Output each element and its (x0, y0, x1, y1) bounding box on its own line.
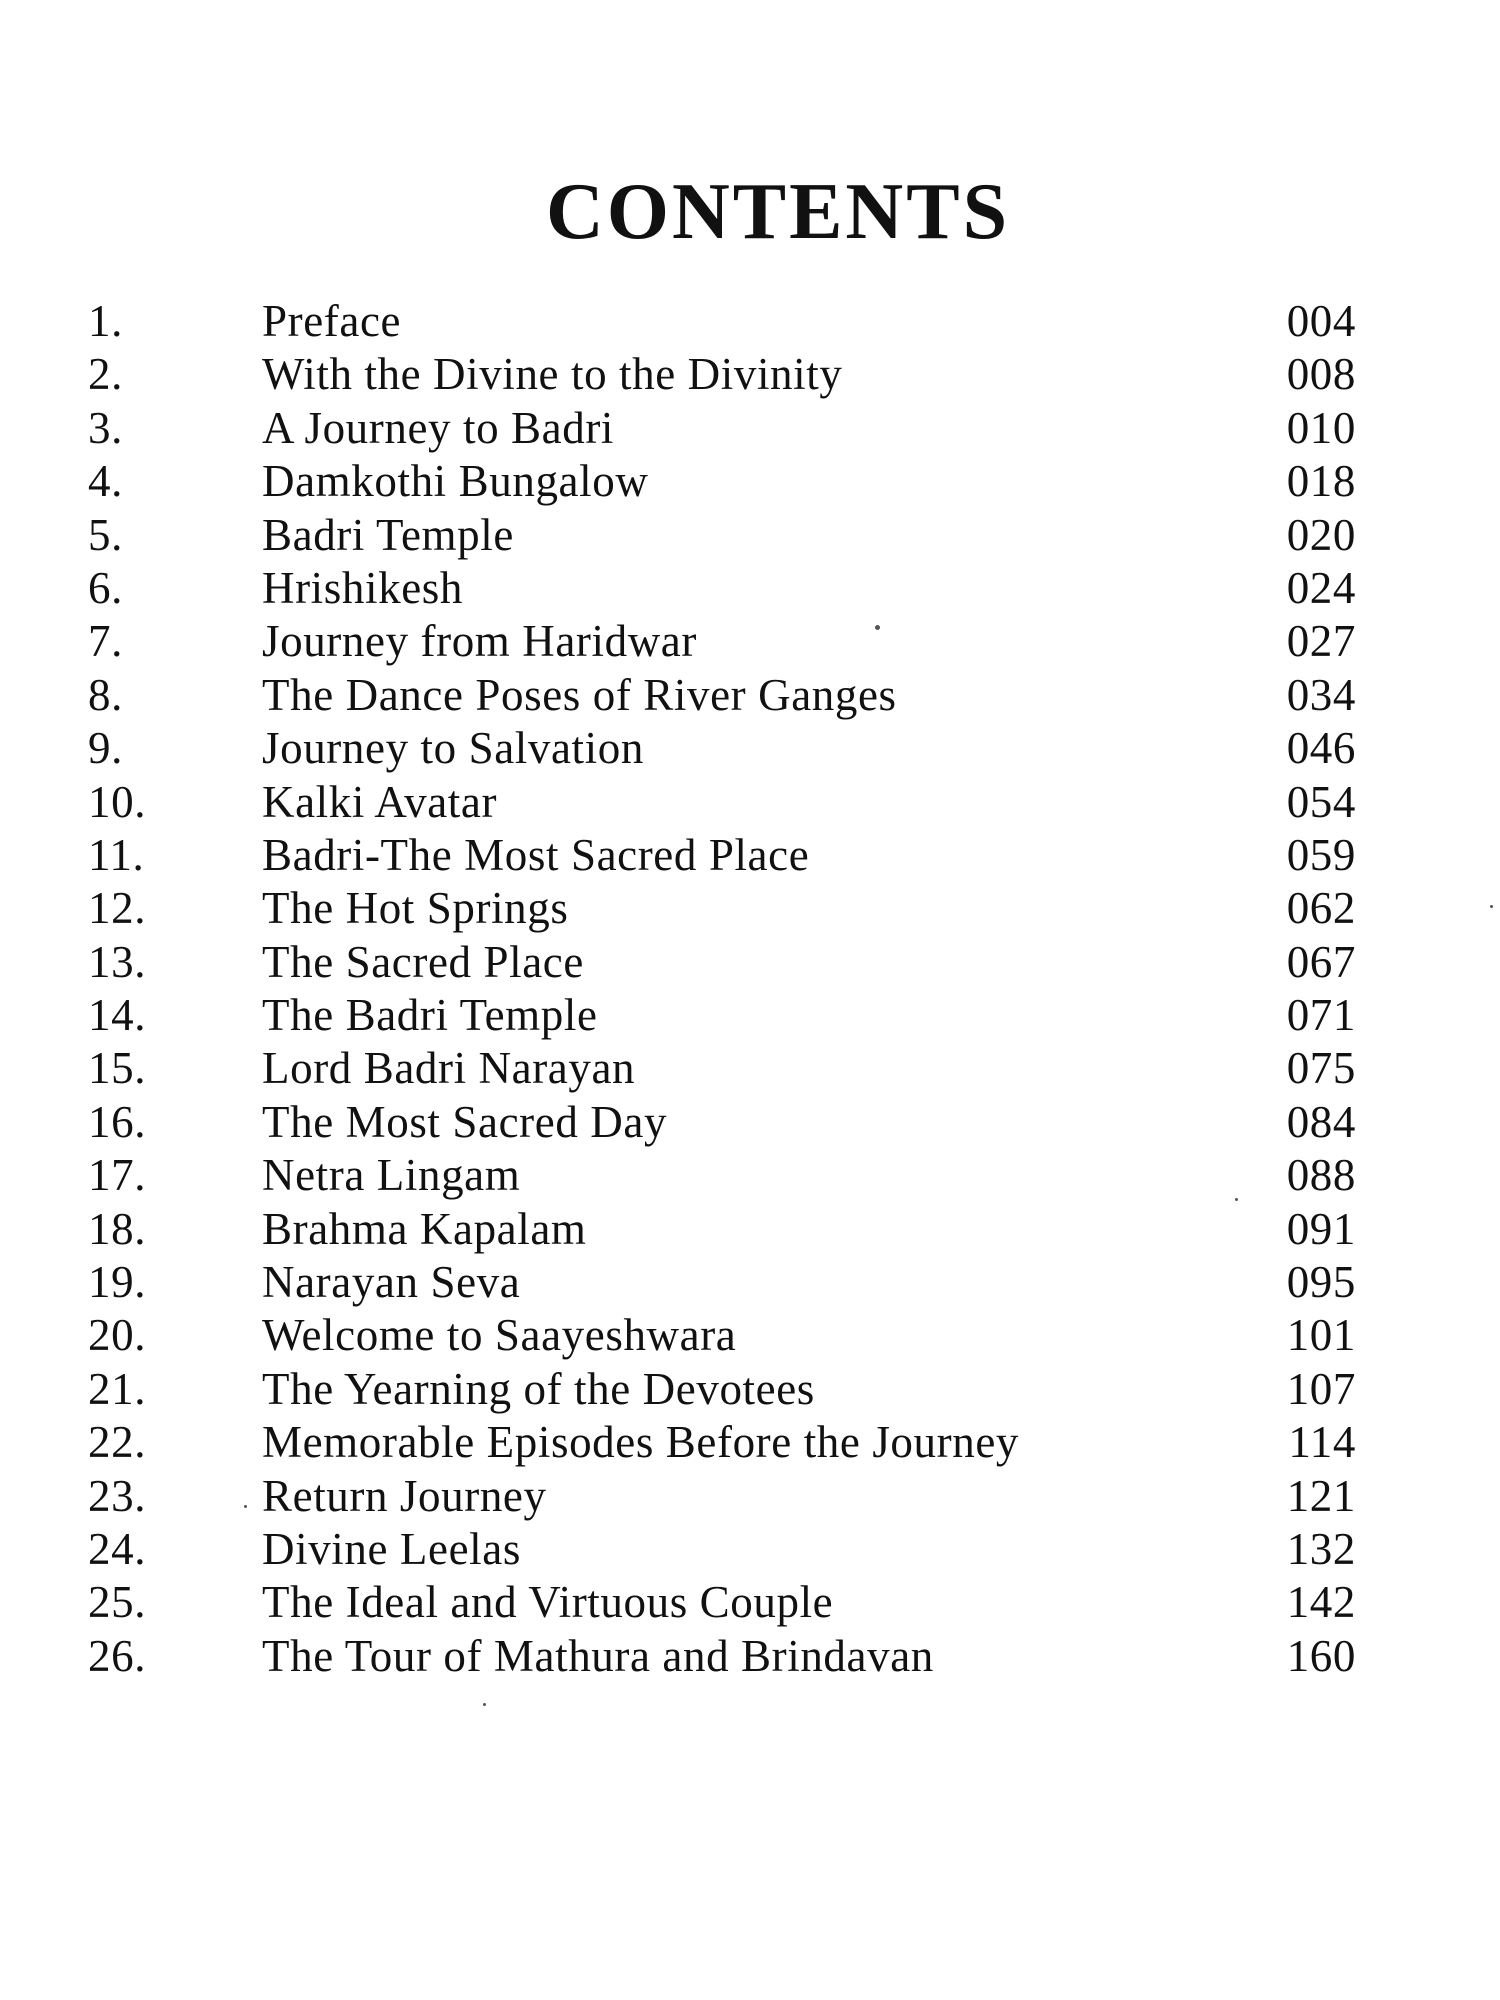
toc-entry (0, 669, 1500, 722)
entry-page-number: 020 (1286, 509, 1356, 560)
toc-entry (0, 722, 1500, 775)
entry-page-number: 121 (1286, 1470, 1356, 1521)
toc-entry (0, 1630, 1500, 1683)
entry-title: Netra Lingam (262, 1150, 521, 1201)
toc-entry (0, 1256, 1500, 1309)
entry-page-number: 046 (1286, 723, 1356, 774)
entry-title: The Hot Springs (262, 883, 569, 934)
toc-entry (0, 989, 1500, 1042)
entry-title: Return Journey (262, 1470, 547, 1521)
entry-number: 23. (88, 1470, 147, 1521)
scan-speck (875, 625, 880, 630)
entry-page-number: 071 (1286, 990, 1356, 1041)
toc-entry (0, 455, 1500, 508)
entry-number: 17. (88, 1150, 147, 1201)
scan-speck (1490, 905, 1493, 908)
entry-page-number: 004 (1286, 296, 1356, 346)
table-of-contents (0, 295, 1500, 1683)
entry-title: Welcome to Saayeshwara (262, 1310, 737, 1361)
entry-title: Hrishikesh (262, 562, 463, 613)
toc-entry (0, 1149, 1500, 1202)
entry-page-number: 132 (1286, 1523, 1356, 1574)
entry-title: Journey to Salvation (262, 723, 644, 774)
entry-title: Memorable Episodes Before the Journey (262, 1417, 1019, 1468)
toc-entry (0, 402, 1500, 455)
entry-number: 24. (88, 1523, 147, 1574)
entry-number: 8. (88, 669, 123, 720)
entry-title: Badri-The Most Sacred Place (262, 829, 810, 880)
toc-entry (0, 1363, 1500, 1416)
entry-number: 5. (88, 509, 123, 560)
entry-page-number: 010 (1286, 402, 1356, 453)
toc-entry (0, 776, 1500, 829)
entry-number: 14. (88, 990, 147, 1041)
entry-number: 2. (88, 349, 123, 400)
entry-title: The Dance Poses of River Ganges (262, 669, 897, 720)
entry-page-number: 034 (1286, 669, 1356, 720)
entry-title: The Yearning of the Devotees (262, 1363, 815, 1414)
entry-page-number: 059 (1286, 829, 1356, 880)
entry-title: Kalki Avatar (262, 776, 498, 827)
toc-entry (0, 1470, 1500, 1523)
entry-title: Preface (262, 296, 402, 346)
entry-page-number: 084 (1286, 1096, 1356, 1147)
entry-title: The Sacred Place (262, 936, 584, 987)
toc-entry (0, 882, 1500, 935)
scan-speck (244, 1505, 247, 1508)
entry-title: Narayan Seva (262, 1257, 521, 1308)
entry-number: 7. (88, 616, 123, 667)
entry-page-number: 095 (1286, 1257, 1356, 1308)
entry-page-number: 008 (1286, 349, 1356, 400)
toc-entry (0, 1416, 1500, 1469)
entry-page-number: 075 (1286, 1043, 1356, 1094)
toc-entry (0, 1096, 1500, 1149)
toc-entry (0, 295, 1500, 348)
entry-title: Badri Temple (262, 509, 514, 560)
entry-number: 21. (88, 1363, 147, 1414)
entry-number: 12. (88, 883, 147, 934)
entry-title: The Most Sacred Day (262, 1096, 668, 1147)
scan-speck (1235, 1198, 1238, 1201)
scan-speck (483, 1703, 486, 1706)
entry-title: Journey from Haridwar (262, 616, 697, 667)
entry-page-number: 054 (1286, 776, 1356, 827)
entry-title: The Ideal and Virtuous Couple (262, 1577, 834, 1628)
toc-entry (0, 1576, 1500, 1629)
entry-page-number: 107 (1286, 1363, 1356, 1414)
entry-number: 16. (88, 1096, 147, 1147)
toc-entry (0, 1309, 1500, 1362)
entry-page-number: 091 (1286, 1203, 1356, 1254)
entry-number: 15. (88, 1043, 147, 1094)
toc-entry (0, 1042, 1500, 1095)
toc-entry (0, 562, 1500, 615)
toc-entry (0, 829, 1500, 882)
toc-entry (0, 936, 1500, 989)
page-title: CONTENTS (545, 168, 1011, 256)
entry-title: Brahma Kapalam (262, 1203, 587, 1254)
entry-number: 13. (88, 936, 147, 987)
entry-page-number: 142 (1286, 1577, 1356, 1628)
entry-title: Divine Leelas (262, 1523, 521, 1574)
entry-number: 20. (88, 1310, 147, 1361)
entry-title: The Tour of Mathura and Brindavan (262, 1630, 934, 1681)
entry-number: 19. (88, 1257, 147, 1308)
entry-number: 1. (88, 296, 123, 346)
entry-page-number: 088 (1286, 1150, 1356, 1201)
entry-page-number: 101 (1286, 1310, 1356, 1361)
toc-entry (0, 1203, 1500, 1256)
entry-page-number: 114 (1288, 1417, 1356, 1468)
toc-entry (0, 348, 1500, 401)
toc-entry (0, 1523, 1500, 1576)
entry-title: Damkothi Bungalow (262, 456, 649, 507)
entry-number: 3. (88, 402, 123, 453)
toc-entry (0, 509, 1500, 562)
entry-page-number: 018 (1286, 456, 1356, 507)
entry-page-number: 160 (1286, 1630, 1356, 1681)
entry-title: A Journey to Badri (262, 402, 615, 453)
entry-title: Lord Badri Narayan (262, 1043, 636, 1094)
entry-number: 26. (88, 1630, 147, 1681)
entry-number: 10. (88, 776, 147, 827)
entry-page-number: 062 (1286, 883, 1356, 934)
entry-title: The Badri Temple (262, 990, 598, 1041)
entry-number: 4. (88, 456, 123, 507)
entry-number: 22. (88, 1417, 147, 1468)
entry-number: 9. (88, 723, 123, 774)
entry-number: 25. (88, 1577, 147, 1628)
entry-number: 6. (88, 562, 123, 613)
entry-page-number: 027 (1286, 616, 1356, 667)
entry-number: 18. (88, 1203, 147, 1254)
entry-number: 11. (88, 829, 145, 880)
entry-page-number: 024 (1286, 562, 1356, 613)
entry-title: With the Divine to the Divinity (262, 349, 843, 400)
entry-page-number: 067 (1286, 936, 1356, 987)
toc-entry (0, 615, 1500, 668)
